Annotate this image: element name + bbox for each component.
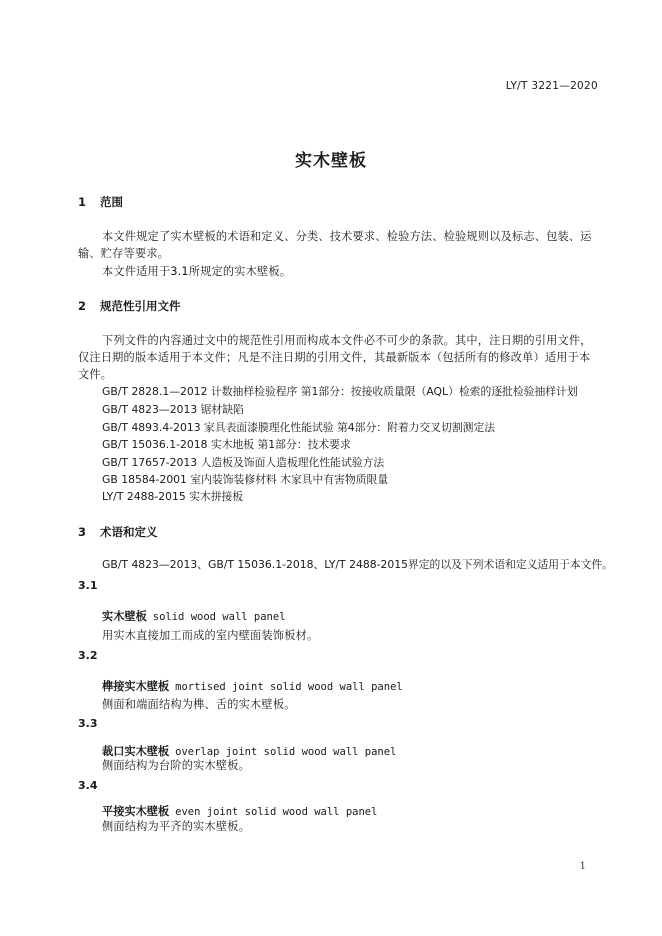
section-1-heading (78, 194, 123, 210)
term-number: 3.2 (78, 649, 98, 662)
term-definition: 侧面和端面结构为榫、舌的实木壁板。 (102, 698, 296, 711)
section-number: 3 (78, 525, 87, 539)
section-title: 术语和定义 (100, 525, 158, 539)
section-number: 2 (78, 299, 87, 313)
reference-item: GB/T 2828.1—2012 计数抽样检验程序 第1部分：按接收质量限（AQL）检索的逐批检验抽样计划 (102, 385, 578, 398)
paragraph: 文件。 (78, 368, 113, 381)
page-number: 1 (579, 860, 586, 872)
reference-item: LY/T 2488-2015 实木拼接板 (102, 490, 244, 503)
term-zh: 榫接实木壁板 (102, 680, 170, 693)
paragraph: GB/T 4823—2013、GB/T 15036.1-2018、LY/T 2488-2015界定的以及下列术语和定义适用于本文件。 (102, 558, 614, 571)
standard-code: LY/T 3221—2020 (505, 80, 598, 92)
section-title: 范围 (100, 195, 124, 209)
term-zh: 平接实木壁板 (102, 805, 170, 818)
term-zh: 实木壁板 (102, 610, 147, 623)
term-en: solid wood wall panel (152, 611, 286, 623)
term-definition: 侧面结构为台阶的实木壁板。 (102, 759, 251, 772)
paragraph: 本文件规定了实木壁板的术语和定义、分类、技术要求、检验方法、检验规则以及标志、包装、运 (102, 230, 592, 243)
section-3-heading (78, 524, 158, 540)
term-heading (102, 675, 403, 694)
section-title: 规范性引用文件 (100, 299, 181, 313)
term-definition: 用实木直接加工而成的室内壁面装饰板材。 (102, 629, 319, 642)
term-zh: 裁口实木壁板 (102, 745, 170, 758)
term-en: even joint solid wood wall panel (175, 806, 378, 818)
term-en: mortised joint solid wood wall panel (175, 681, 403, 693)
term-number: 3.1 (78, 579, 98, 592)
term-heading (102, 605, 286, 624)
reference-item: GB/T 15036.1-2018 实木地板 第1部分：技术要求 (102, 438, 351, 451)
paragraph: 仅注日期的版本适用于本文件；凡是不注日期的引用文件，其最新版本（包括所有的修改单）适用于本 (78, 351, 591, 364)
paragraph: 下列文件的内容通过文中的规范性引用而构成本文件必不可少的条款。其中，注日期的引用文件， (102, 334, 592, 347)
reference-item: GB/T 4823—2013 锯材缺陷 (102, 403, 244, 416)
term-number: 3.3 (78, 717, 98, 730)
section-2-heading (78, 298, 181, 314)
document-title: 实木壁板 (295, 151, 367, 171)
reference-item: GB/T 4893.4-2013 家具表面漆膜理化性能试验 第4部分：附着力交叉切割测定法 (102, 421, 496, 434)
term-number: 3.4 (78, 779, 98, 792)
paragraph: 输、贮存等要求。 (78, 247, 170, 260)
paragraph: 本文件适用于3.1所规定的实木壁板。 (102, 265, 292, 278)
reference-item: GB 18584-2001 室内装饰装修材料 木家具中有害物质限量 (102, 473, 389, 486)
section-number: 1 (78, 195, 87, 209)
term-en: overlap joint solid wood wall panel (175, 746, 397, 758)
term-heading (102, 800, 377, 819)
term-definition: 侧面结构为平齐的实木壁板。 (102, 820, 251, 833)
reference-item: GB/T 17657-2013 人造板及饰面人造板理化性能试验方法 (102, 456, 385, 469)
